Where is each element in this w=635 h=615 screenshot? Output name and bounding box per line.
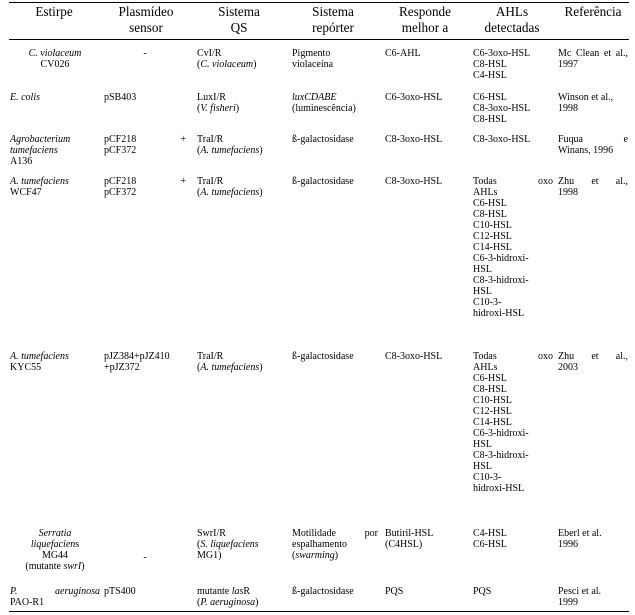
row5-ahls: Todas oxo AHLs C6-HSL C8-HSL C10-HSL C12-HSL C14-HSL C6-3-hidroxi- HSL C8-3-hidroxi- HSL C10-3- hidroxi-HSL	[473, 351, 553, 494]
header-rule	[9, 39, 629, 40]
row2-ahls: C6-HSL C8-3oxo-HSL C8-HSL	[473, 92, 531, 125]
row6-ahls: C4-HSL C6-HSL	[473, 528, 507, 550]
row2-reporter: luxCDABE (luminescência)	[292, 92, 356, 114]
row6-reporter: Motilidade por espalhamento (swarming)	[292, 528, 378, 561]
row3-ref: Fuqua e Winans, 1996	[558, 134, 628, 156]
row3-estirpe: Agrobacterium tumefaciens A136	[10, 134, 71, 167]
row5-responds: C8-3oxo-HSL	[385, 351, 443, 362]
row2-ref: Winson et al., 1998	[558, 92, 614, 114]
row2-responds: C6-3oxo-HSL	[385, 92, 443, 103]
row1-ref: Mc Clean et al., 1997	[558, 48, 628, 70]
row6-ref: Eberl et al. 1996	[558, 528, 602, 550]
row5-qs: TraI/R (A. tumefaciens)	[197, 351, 263, 373]
row7-estirpe: P. aeruginosa PAO-R1	[10, 586, 100, 608]
row6-plasmid: -	[143, 552, 147, 563]
header-plasmideo: Plasmídeo sensor	[118, 4, 174, 35]
header-ahls: AHLs detectadas	[484, 4, 540, 35]
row3-ahls: C8-3oxo-HSL	[473, 134, 531, 145]
row2-plasmid: pSB403	[104, 92, 137, 103]
top-rule	[9, 2, 629, 3]
row3-qs: TraI/R (A. tumefaciens)	[197, 134, 263, 156]
row1-plasmid: -	[143, 48, 147, 59]
row7-reporter: ß-galactosidase	[292, 586, 354, 597]
row7-qs: mutante lasR (P. aeruginosa)	[197, 586, 259, 608]
header-sistema-reporter: Sistema repórter	[312, 4, 354, 35]
row7-ahls: PQS	[473, 586, 492, 597]
row5-ref: Zhu et al., 2003	[558, 351, 628, 373]
header-estirpe: Estirpe	[35, 4, 73, 19]
row1-estirpe: C. violaceum CV026	[28, 48, 82, 70]
row6-responds: Butiril-HSL (C4HSL)	[385, 528, 434, 550]
row6-estirpe: Serratia liquefaciens MG44 (mutante swrI)	[25, 528, 85, 572]
row7-ref: Pesci et al. 1999	[558, 586, 602, 608]
row3-responds: C8-3oxo-HSL	[385, 134, 443, 145]
header-responde: Responde melhor a	[398, 4, 451, 35]
row4-estirpe: A. tumefaciens WCF47	[10, 176, 69, 198]
bottom-rule	[9, 611, 629, 612]
row1-ahls: C6-3oxo-HSL C8-HSL C4-HSL	[473, 48, 531, 81]
row5-estirpe: A. tumefaciens KYC55	[10, 351, 69, 373]
row2-estirpe: E. colis	[10, 92, 40, 103]
row7-plasmid: pTS400	[104, 586, 136, 597]
row5-reporter: ß-galactosidase	[292, 351, 354, 362]
row4-qs: TraI/R (A. tumefaciens)	[197, 176, 263, 198]
row2-qs: LuxI/R (V. fisheri)	[197, 92, 240, 114]
header-referencia: Referência	[564, 4, 622, 19]
row4-responds: C8-3oxo-HSL	[385, 176, 443, 187]
row7-responds: PQS	[385, 586, 404, 597]
row5-plasmid: pJZ384+pJZ410 +pJZ372	[104, 351, 170, 373]
header-sistema-qs: Sistema QS	[218, 4, 260, 35]
row3-plasmid: pCF218 + pCF372	[104, 134, 186, 156]
row6-qs: SwrI/R (S. liquefaciens MG1)	[197, 528, 259, 561]
row4-ahls: Todas oxo AHLs C6-HSL C8-HSL C10-HSL C12-HSL C14-HSL C6-3-hidroxi- HSL C8-3-hidroxi- HSL C10-3- hidroxi-HSL	[473, 176, 553, 319]
row1-reporter: Pigmento violaceína	[292, 48, 334, 70]
row3-reporter: ß-galactosidase	[292, 134, 354, 145]
row4-plasmid: pCF218 + pCF372	[104, 176, 186, 198]
row1-responds: C6-AHL	[385, 48, 421, 59]
row4-ref: Zhu et al., 1998	[558, 176, 628, 198]
row1-qs: CvI/R (C. violaceum)	[197, 48, 257, 70]
row4-reporter: ß-galactosidase	[292, 176, 354, 187]
